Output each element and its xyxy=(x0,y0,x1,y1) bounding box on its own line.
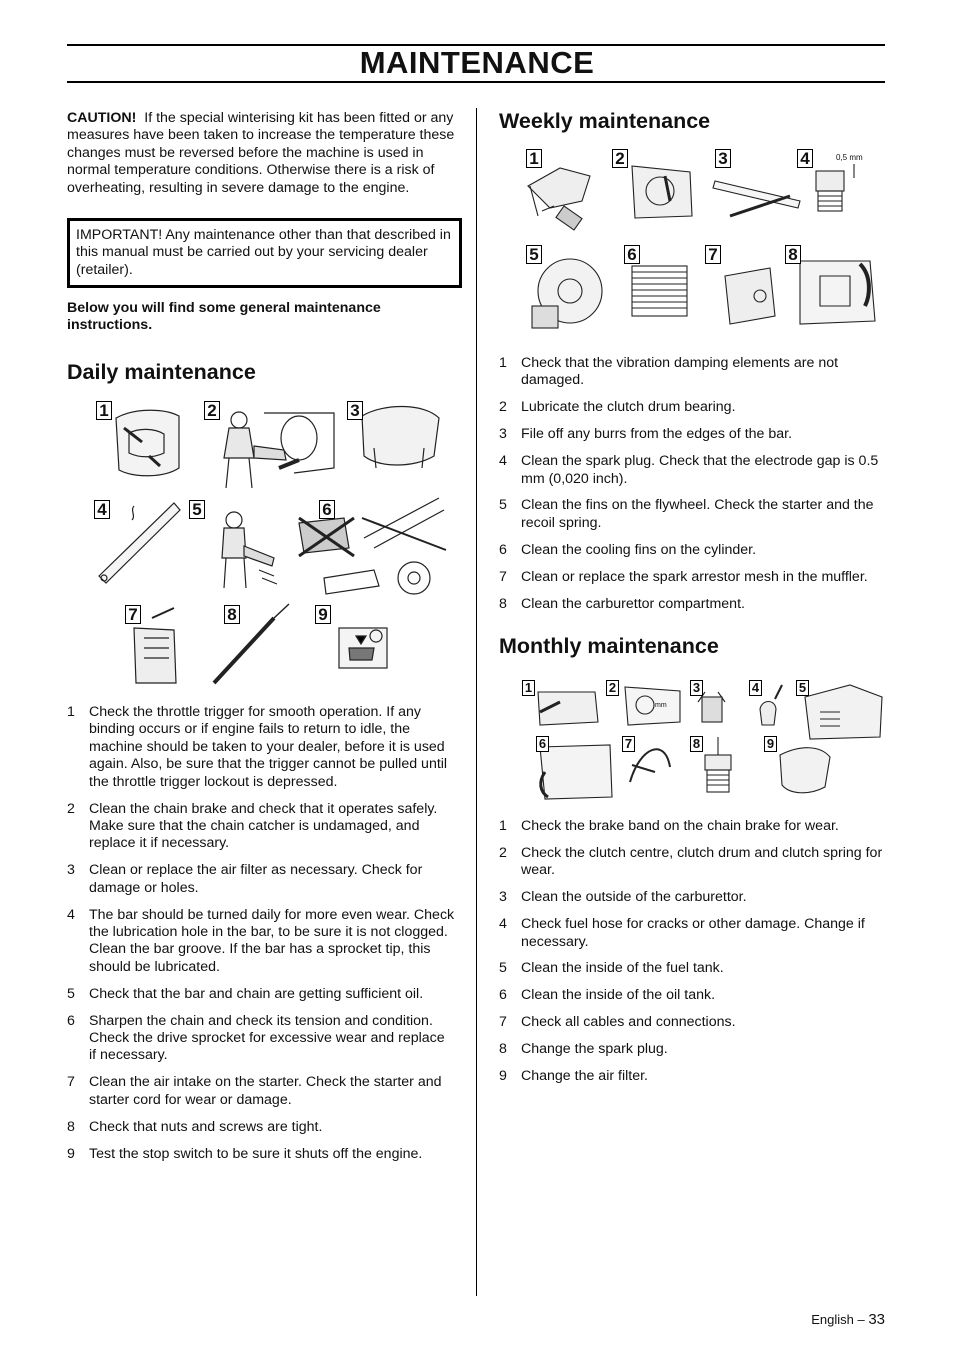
gap-label: mm xyxy=(655,702,667,709)
fig-label: 5 xyxy=(796,680,809,696)
important-text: IMPORTANT! Any maintenance other than that described in this manual must be carried out by your servicing dealer (retailer). xyxy=(76,227,451,278)
weekly-illustration-svg xyxy=(520,146,885,336)
list-item: 5 Clean the fins on the flywheel. Check the starter and the recoil spring. xyxy=(499,497,874,531)
weekly-list xyxy=(499,355,887,622)
caution-paragraph xyxy=(67,110,455,197)
list-item: 8 Clean the carburettor compartment. xyxy=(499,595,745,612)
fig-label: 7 xyxy=(125,605,141,624)
list-item: 9 Change the air filter. xyxy=(499,1068,648,1085)
list-item: 6 Clean the inside of the oil tank. xyxy=(499,987,716,1004)
fig-label: 6 xyxy=(319,500,335,519)
fig-label: 7 xyxy=(705,245,721,264)
fig-label: 4 xyxy=(797,149,813,168)
fig-label: 2 xyxy=(612,149,628,168)
fig-label: 8 xyxy=(690,736,703,752)
list-item: 4 Check fuel hose for cracks or other damage. Change if necessary. xyxy=(499,916,865,950)
list-item: 8 Check that nuts and screws are tight. xyxy=(67,1118,323,1135)
list-item: 7 Check all cables and connections. xyxy=(499,1014,736,1031)
fig-label: 2 xyxy=(606,680,619,696)
list-item: 3 Clean the outside of the carburettor. xyxy=(499,889,747,906)
list-item: 2 Check the clutch centre, clutch drum and clutch spring for wear. xyxy=(499,844,883,879)
list-item: 8 Change the spark plug. xyxy=(499,1041,668,1058)
list-item: 7 Clean or replace the spark arrestor mesh in the muffler. xyxy=(499,568,868,585)
daily-list xyxy=(67,704,455,1172)
fig-label: 5 xyxy=(189,500,205,519)
list-item: 5 Check that the bar and chain are getting sufficient oil. xyxy=(67,985,424,1002)
list-item: 7 Clean the air intake on the starter. Check the starter and starter cord for wear or damage. xyxy=(67,1074,442,1108)
gap-label: 0,5 mm xyxy=(836,153,863,162)
list-item: 2 Lubricate the clutch drum bearing. xyxy=(499,399,736,416)
fig-label: 1 xyxy=(522,680,535,696)
page-number: 33 xyxy=(868,1311,885,1328)
fig-label: 8 xyxy=(224,605,240,624)
fig-label: 8 xyxy=(785,245,801,264)
list-item: 4 Clean the spark plug. Check that the electrode gap is 0.5 mm (0,020 inch). xyxy=(499,453,879,487)
weekly-maintenance-illustration xyxy=(520,146,885,336)
fig-label: 7 xyxy=(622,736,635,752)
important-notice xyxy=(67,218,462,288)
list-item: 9 Test the stop switch to be sure it shuts off the engine. xyxy=(67,1145,423,1162)
list-item: 6 Sharpen the chain and check its tension and condition. Check the drive sprocket for excessive wear and replace if necessary. xyxy=(67,1012,445,1064)
list-item: 4 The bar should be turned daily for more even wear. Check the lubrication hole in the bar, to be sure it is not clogged. Clean the bar groove. If the bar has a sprocket tip, this should be lubricated. xyxy=(67,906,455,975)
monthly-list xyxy=(499,818,887,1095)
fig-label: 6 xyxy=(536,736,549,752)
list-item: 1 Check that the vibration damping elements are not damaged. xyxy=(499,355,839,389)
caution-text: If the special winterising kit has been fitted or any measures have been taken to increase the temperature these changes must be reversed before the machine is used in normal temperature conditions. Otherwise there is a risk of overheating, resulting in severe damage to the engine. xyxy=(67,110,455,196)
fig-label: 9 xyxy=(315,605,331,624)
weekly-heading: Weekly maintenance xyxy=(499,109,711,133)
column-divider xyxy=(476,108,477,1296)
daily-heading: Daily maintenance xyxy=(67,360,256,384)
list-item: 3 File off any burrs from the edges of the bar. xyxy=(499,426,793,443)
intro-text: Below you will find some general maintenance instructions. xyxy=(67,300,381,334)
list-item: 5 Clean the inside of the fuel tank. xyxy=(499,960,724,977)
page-footer xyxy=(811,1311,885,1328)
monthly-maintenance-illustration xyxy=(520,677,885,802)
list-item: 1 Check the brake band on the chain brake for wear. xyxy=(499,818,839,834)
fig-label: 9 xyxy=(764,736,777,752)
fig-label: 3 xyxy=(347,401,363,420)
fig-label: 1 xyxy=(526,149,542,168)
caution-label: CAUTION! xyxy=(67,110,137,126)
fig-label: 3 xyxy=(715,149,731,168)
list-item: 3 Clean or replace the air filter as necessary. Check for damage or holes. xyxy=(67,862,423,896)
monthly-heading: Monthly maintenance xyxy=(499,634,719,658)
footer-language: English xyxy=(811,1312,854,1327)
header-rule-bottom xyxy=(67,81,885,83)
fig-label: 4 xyxy=(749,680,762,696)
list-item: 1 Check the throttle trigger for smooth operation. If any binding occurs or if engine fails to return to idle, the machine should be taken to your dealer, before it is used again. Also, be sure that the trigger cannot be pulled until the throttle trigger lockout is depressed. xyxy=(67,704,448,790)
page-title: MAINTENANCE xyxy=(359,45,595,80)
footer-dash: – xyxy=(857,1312,865,1327)
fig-label: 1 xyxy=(96,401,112,420)
fig-label: 6 xyxy=(624,245,640,264)
daily-illustration-svg xyxy=(94,398,454,690)
fig-label: 2 xyxy=(204,401,220,420)
list-item: 2 Clean the chain brake and check that it operates safely. Make sure that the chain catcher is undamaged, and replace it if necessary. xyxy=(67,800,438,852)
fig-label: 5 xyxy=(526,245,542,264)
fig-label: 4 xyxy=(94,500,110,519)
daily-maintenance-illustration xyxy=(94,398,454,690)
list-item: 6 Clean the cooling fins on the cylinder. xyxy=(499,541,757,558)
fig-label: 3 xyxy=(690,680,703,696)
